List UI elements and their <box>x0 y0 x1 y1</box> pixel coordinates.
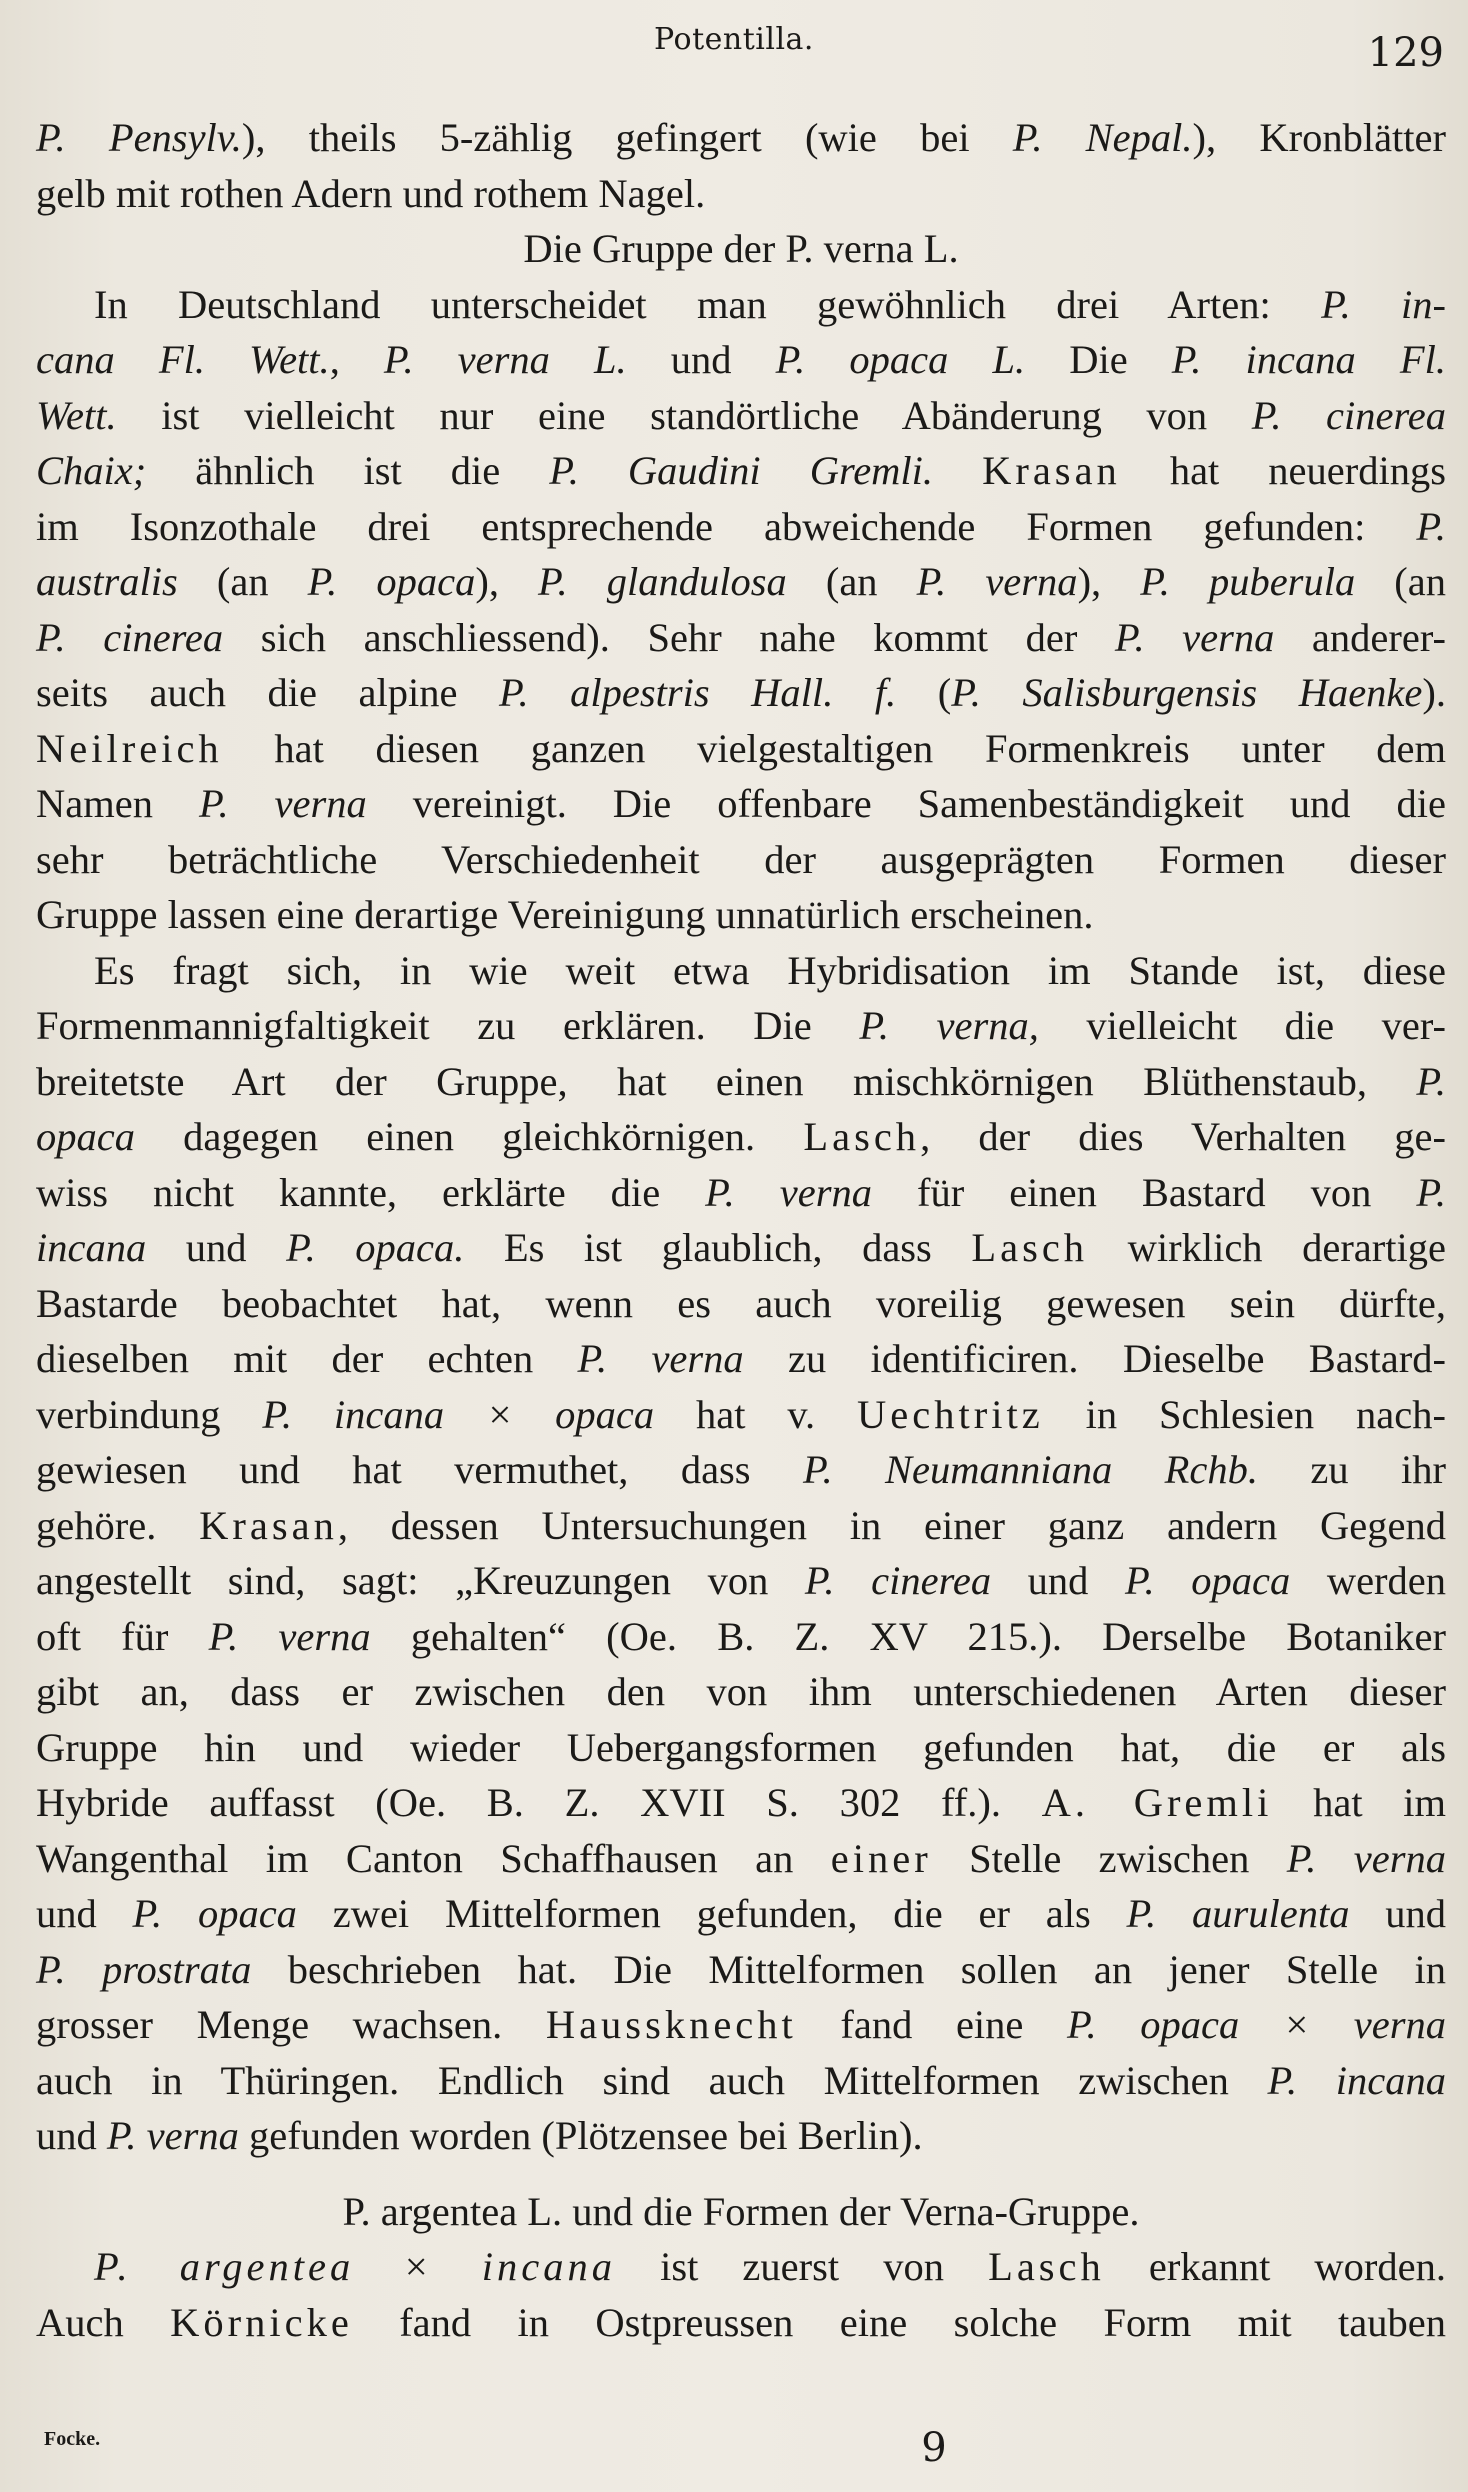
text-run: ( <box>896 670 952 715</box>
spaced-name: Körnicke <box>170 2299 353 2345</box>
body-text <box>36 110 1446 2350</box>
text-run: und <box>36 1891 133 1936</box>
italic-term: incana <box>36 1225 147 1270</box>
italic-term: australis <box>36 559 178 604</box>
text-run: und <box>991 1558 1126 1603</box>
text-run: breitetste Art der Gruppe, hat einen mischkörnigen Blüthenstaub, <box>36 1058 1417 1104</box>
italic-term: P. <box>1416 1058 1446 1104</box>
text-run: werden <box>1290 1558 1447 1603</box>
italic-term: Chaix; <box>36 448 147 493</box>
italic-term: P. <box>1416 1169 1446 1215</box>
text-run: zu ihr <box>1257 1447 1446 1492</box>
text-line <box>36 1553 1446 1609</box>
italic-term: P. opaca L. <box>775 337 1026 382</box>
italic-term: P. verna <box>577 1336 744 1381</box>
text-run: seits auch die alpine <box>36 670 499 715</box>
text-line <box>36 1720 1446 1776</box>
italic-term: P. verna <box>198 781 367 826</box>
italic-term: P. alpestris Hall. f. <box>498 670 897 715</box>
italic-term: P. opaca × verna <box>1067 2002 1446 2047</box>
section-heading <box>36 2184 1446 2240</box>
text-run: Formenmannigfaltigkeit zu erklären. Die <box>36 1003 860 1048</box>
spaced-name: A. Gremli <box>1041 1780 1273 1825</box>
text-run: zu identificiren. Dieselbe Bastard- <box>743 1336 1447 1381</box>
text-line <box>36 332 1446 388</box>
text-run: In Deutschland unterscheidet man gewöhnlich drei Arten: <box>94 281 1322 327</box>
text-run: und <box>146 1225 287 1270</box>
italic-term: P. Neumanniana Rchb. <box>802 1447 1258 1492</box>
text-line <box>36 554 1446 610</box>
text-line <box>36 443 1446 499</box>
text-line <box>36 166 1446 222</box>
spaced-name: Lasch <box>803 1114 921 1159</box>
text-line <box>36 998 1446 1054</box>
text-run: ), Kronblätter <box>1192 115 1447 160</box>
text-line <box>36 1498 1446 1554</box>
text-run: wirklich derartige <box>1088 1225 1447 1270</box>
text-line <box>36 110 1446 166</box>
italic-term: P. verna <box>916 559 1078 604</box>
italic-term: opaca <box>36 1114 135 1159</box>
italic-term: P. cinerea <box>804 1558 992 1603</box>
italic-term: P. Pensylv. <box>36 115 242 160</box>
text-line <box>36 388 1446 444</box>
text-line <box>36 1220 1446 1276</box>
sheet-number: 9 <box>921 2425 947 2471</box>
text-run: grosser Menge wachsen. <box>36 2002 546 2047</box>
text-line <box>36 1609 1446 1665</box>
italic-term: P. incana × opaca <box>262 1391 655 1437</box>
text-run: angestellt sind, sagt: „Kreuzungen von <box>36 1558 805 1603</box>
text-run: oft für <box>36 1613 209 1659</box>
text-run: verbindung <box>36 1391 263 1437</box>
italic-term: P. verna L. <box>383 337 627 382</box>
text-run: , dessen Untersuchungen in einer ganz andern Gegend <box>337 1502 1446 1548</box>
spaced-name: Lasch <box>971 1225 1089 1270</box>
text-run: Es ist glaublich, dass <box>464 1225 972 1270</box>
spaced-name: Neilreich <box>36 725 223 771</box>
text-run: hat im <box>1272 1780 1446 1825</box>
text-run: gelb mit rothen Adern und rothem Nagel. <box>36 170 706 216</box>
text-run: (an <box>1355 559 1446 604</box>
italic-term: P. incana Fl. <box>1171 337 1446 382</box>
text-line <box>36 1664 1446 1720</box>
text-run: Hybride auffasst (Oe. B. Z. XVII S. 302 ff.). <box>36 1780 1042 1825</box>
spaced-name: einer <box>830 1835 932 1881</box>
text-run: und <box>626 337 776 382</box>
text-run: (an <box>177 559 308 604</box>
spaced-name: Krasan <box>982 448 1121 493</box>
text-line <box>36 1442 1446 1498</box>
text-run: fand in Ostpreussen eine solche Form mit tauben <box>352 2299 1446 2345</box>
spaced-name: Haussknecht <box>545 2002 797 2047</box>
text-line <box>36 2053 1446 2109</box>
text-run: Namen <box>36 781 199 826</box>
text-line <box>36 1165 1446 1221</box>
text-line <box>36 2108 1446 2164</box>
italic-term: cana Fl. Wett. <box>36 337 330 382</box>
page-number: 129 <box>1367 30 1444 76</box>
text-run: ähnlich ist die <box>146 448 550 493</box>
text-line <box>36 1387 1446 1443</box>
spaced-name: Krasan <box>199 1502 338 1548</box>
text-run: hat diesen ganzen vielgestaltigen Formenkreis unter dem <box>222 725 1446 771</box>
text-run: Gruppe lassen eine derartige Vereinigung unnatürlich erscheinen. <box>36 892 1094 937</box>
text-line <box>36 1831 1446 1887</box>
text-run: Stelle zwischen <box>931 1835 1287 1881</box>
text-line <box>36 1886 1446 1942</box>
text-run: vereinigt. Die offenbare Samenbeständigkeit und die <box>366 781 1447 826</box>
text-run: in Schlesien nach- <box>1043 1391 1446 1437</box>
italic-term: P. Salisburgensis Haenke <box>951 670 1423 715</box>
text-line <box>36 887 1446 943</box>
text-run: erkannt worden. <box>1104 2244 1447 2289</box>
text-line <box>36 1054 1446 1110</box>
text-run: Die Gruppe der P. verna L. <box>523 226 959 271</box>
text-line <box>36 721 1446 777</box>
text-run: hat neuerdings <box>1120 448 1447 493</box>
italic-term: P. aurulenta <box>1126 1891 1350 1936</box>
page-header <box>0 22 1468 82</box>
text-line <box>36 1942 1446 1998</box>
text-run: im Isonzothale drei entsprechende abweichende Formen gefunden: <box>36 503 1417 549</box>
text-line <box>36 1775 1446 1831</box>
text-run: Es fragt sich, in wie weit etwa Hybridisation im Stande ist, diese <box>94 947 1446 993</box>
italic-term: P. opaca <box>307 559 476 604</box>
printer-signature: Focke. <box>44 2428 101 2450</box>
text-run: Auch <box>36 2299 171 2345</box>
text-run: (an <box>786 559 917 604</box>
text-line <box>36 499 1446 555</box>
text-run: sehr beträchtliche Verschiedenheit der ausgeprägten Formen dieser <box>36 836 1446 882</box>
italic-term: P. glandulosa <box>538 559 787 604</box>
text-run: ), <box>475 559 539 604</box>
italic-term: P. verna <box>106 2113 239 2158</box>
italic-term: P. verna <box>1114 614 1275 660</box>
italic-term: P. verna, <box>859 1003 1039 1048</box>
text-run: dagegen einen gleichkörnigen. <box>134 1114 804 1159</box>
text-run: gibt an, dass er zwischen den von ihm unterschiedenen Arten dieser <box>36 1669 1446 1714</box>
text-run: auch in Thüringen. Endlich sind auch Mittelformen zwischen <box>36 2057 1268 2103</box>
italic-term: P. opaca. <box>286 1225 465 1270</box>
section-gap <box>36 2164 1446 2184</box>
text-run: Bastarde beobachtet hat, wenn es auch voreilig gewesen sein dürfte, <box>36 1280 1446 1326</box>
italic-term: P. verna <box>208 1613 371 1659</box>
text-run: Die <box>1025 337 1172 382</box>
italic-term: Wett. <box>36 392 117 438</box>
text-run <box>933 448 982 493</box>
text-run: Gruppe hin und wieder Uebergangsformen gefunden hat, die er als <box>36 1724 1446 1770</box>
text-run: sich anschliessend). Sehr nahe kommt der <box>223 614 1115 660</box>
italic-term: P. prostrata <box>36 1946 252 1992</box>
text-run: vielleicht die ver- <box>1038 1003 1447 1048</box>
text-run: ist zuerst von <box>615 2244 989 2289</box>
text-run: hat v. <box>654 1391 858 1437</box>
text-line <box>36 943 1446 999</box>
text-run: gehalten“ (Oe. B. Z. XV 215.). Derselbe Botaniker <box>370 1613 1446 1659</box>
italic-term: P. Nepal. <box>1012 115 1193 160</box>
italic-term: P. incana <box>1267 2057 1446 2103</box>
italic-term: P. Gaudini Gremli. <box>549 448 934 493</box>
text-run: und <box>1349 1891 1446 1936</box>
italic-term: P. cinerea <box>36 614 224 660</box>
text-run: ), theils 5-zählig gefingert (wie bei <box>241 115 1013 160</box>
text-line <box>36 610 1446 666</box>
text-run: ). <box>1422 670 1446 715</box>
italic-term: P. opaca <box>132 1891 297 1936</box>
text-run: anderer- <box>1274 614 1447 660</box>
text-run: P. argentea L. und die Formen der Verna-Gruppe. <box>342 2188 1140 2234</box>
text-line <box>36 1276 1446 1332</box>
section-heading <box>36 221 1446 277</box>
text-run: gewiesen und hat vermuthet, dass <box>36 1447 803 1492</box>
text-run: zwei Mittelformen gefunden, die er als <box>296 1891 1127 1936</box>
text-run: ), <box>1077 559 1141 604</box>
text-line <box>36 665 1446 721</box>
italic-term: P. cinerea <box>1251 392 1446 438</box>
text-line <box>36 832 1446 888</box>
text-run: fand eine <box>796 2002 1068 2047</box>
italic-term: P. opaca <box>1125 1558 1291 1603</box>
text-line <box>36 2295 1446 2351</box>
text-line <box>36 277 1446 333</box>
text-run: gehöre. <box>36 1502 200 1548</box>
italic-term: P. verna <box>1286 1835 1447 1881</box>
text-line <box>36 776 1446 832</box>
text-line <box>36 1331 1446 1387</box>
italic-term: P. <box>1416 503 1446 549</box>
text-run: dieselben mit der echten <box>36 1336 578 1381</box>
text-run: und <box>36 2113 107 2158</box>
text-run: , der dies Verhalten ge- <box>920 1114 1446 1159</box>
text-run: beschrieben hat. Die Mittelformen sollen an jener Stelle in <box>251 1946 1446 1992</box>
text-run: , <box>329 337 384 382</box>
text-run: für einen Bastard von <box>872 1169 1417 1215</box>
text-run: Wangenthal im Canton Schaffhausen an <box>36 1835 831 1881</box>
text-run: ist vielleicht nur eine standörtliche Abänderung von <box>116 392 1252 438</box>
italic-term: P. argentea × incana <box>94 2244 616 2289</box>
text-line <box>36 2239 1446 2295</box>
text-line <box>36 1997 1446 2053</box>
italic-term: P. verna <box>705 1169 872 1215</box>
text-line <box>36 1109 1446 1165</box>
text-run: gefunden worden (Plötzensee bei Berlin). <box>238 2113 923 2158</box>
spaced-name: Lasch <box>988 2244 1105 2289</box>
spaced-name: Uechtritz <box>857 1391 1044 1437</box>
running-title: Potentilla. <box>654 22 814 57</box>
text-run: wiss nicht kannte, erklärte die <box>36 1169 706 1215</box>
italic-term: P. puberula <box>1140 559 1356 604</box>
italic-term: P. in- <box>1321 281 1446 327</box>
